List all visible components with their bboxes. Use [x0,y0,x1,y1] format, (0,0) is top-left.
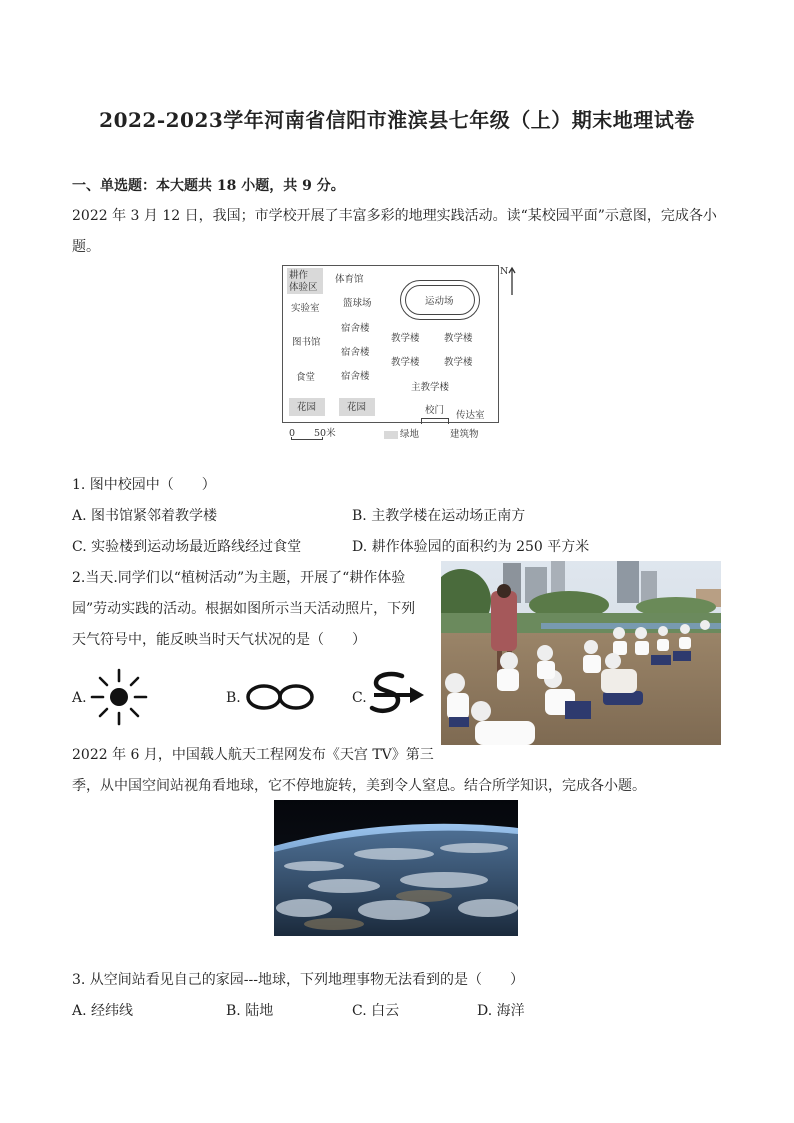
page-title: 2022-2023学年河南省信阳市淮滨县七年级（上）期末地理试卷 [99,108,695,132]
map-label-teaching: 教学楼 [444,333,473,344]
option-b-label: B. [226,690,241,706]
haze-icon [244,681,318,713]
map-label-canteen: 食堂 [296,372,316,383]
map-label-garden: 花园 [347,402,367,413]
map-label-basketball: 篮球场 [343,298,372,309]
map-label-main-teaching: 主教学楼 [411,382,450,393]
section-heading: 一、单选题：本大题共 18 小题，共 9 分。 [72,178,345,194]
map-label-teaching: 教学楼 [391,333,420,344]
question-stem-line: 2.当天.同学们以“植树活动”为主题，开展了“耕作体验 [72,570,406,586]
map-label-reception: 传达室 [456,410,485,421]
legend-green-label: 绿地 [400,429,420,440]
sandstorm-icon [368,670,426,720]
legend-green-swatch [384,431,398,439]
map-label-teaching: 教学楼 [444,357,473,368]
intro-text-line: 题。 [72,239,100,255]
question-stem: 3. 从空间站看见自己的家园---地球，下列地理事物无法看到的是（ ） [72,972,524,988]
earth-from-space-photo [274,800,518,936]
question-stem: 1. 图中校园中（ ） [72,477,216,493]
option-c: C. 白云 [352,1003,400,1019]
scale-zero: 0 [289,428,296,439]
option-b: B. 陆地 [226,1003,274,1019]
option-c-label: C. [352,690,367,706]
north-label: N [500,266,509,277]
option-d: D. 耕作体验园的面积约为 250 平方米 [352,539,590,555]
intro-text-line: 2022 年 6 月，中国载人航天工程网发布《天宫 TV》第三 [72,747,434,763]
map-label-gym: 体育馆 [335,274,364,285]
map-label-teaching: 教学楼 [391,357,420,368]
option-d: D. 海洋 [477,1003,525,1019]
intro-text-line: 季，从中国空间站视角看地球，它不停地旋转，美到令人窒息。结合所学知识，完成各小题。 [72,778,646,794]
map-label-lab: 实验室 [291,303,320,314]
option-a: A. 经纬线 [72,1003,134,1019]
campus-map [282,265,499,423]
option-b: B. 主教学楼在运动场正南方 [352,508,526,524]
question-stem-line: 园”劳动实践的活动。根据如图所示当天活动照片，下列 [72,601,416,617]
map-label-library: 图书馆 [292,337,321,348]
gate-shape [421,418,449,424]
north-arrow-icon [507,266,517,296]
map-label-gate: 校门 [425,405,445,416]
option-a-label: A. [72,690,87,706]
map-label-garden: 花园 [297,402,317,413]
option-a: A. 图书馆紧邻着教学楼 [72,508,218,524]
legend-building-label: 建筑物 [450,429,479,440]
intro-text-line: 2022 年 3 月 12 日，我国；市学校开展了丰富多彩的地理实践活动。读“某校园平面”示意图，完成各小 [72,208,717,224]
map-label-dorm: 宿舍楼 [341,323,370,334]
map-label-dorm: 宿舍楼 [341,371,370,382]
map-label-farm: 耕作 [289,270,309,281]
map-label-farm: 体验区 [289,282,318,293]
planting-activity-photo [441,561,721,745]
map-label-track: 运动场 [425,296,454,307]
question-stem-line: 天气符号中，能反映当时天气状况的是（ ） [72,632,366,648]
sunny-icon [90,668,148,726]
option-c: C. 实验楼到运动场最近路线经过食堂 [72,539,302,555]
map-label-dorm: 宿舍楼 [341,347,370,358]
scale-label: 50米 [314,428,336,439]
